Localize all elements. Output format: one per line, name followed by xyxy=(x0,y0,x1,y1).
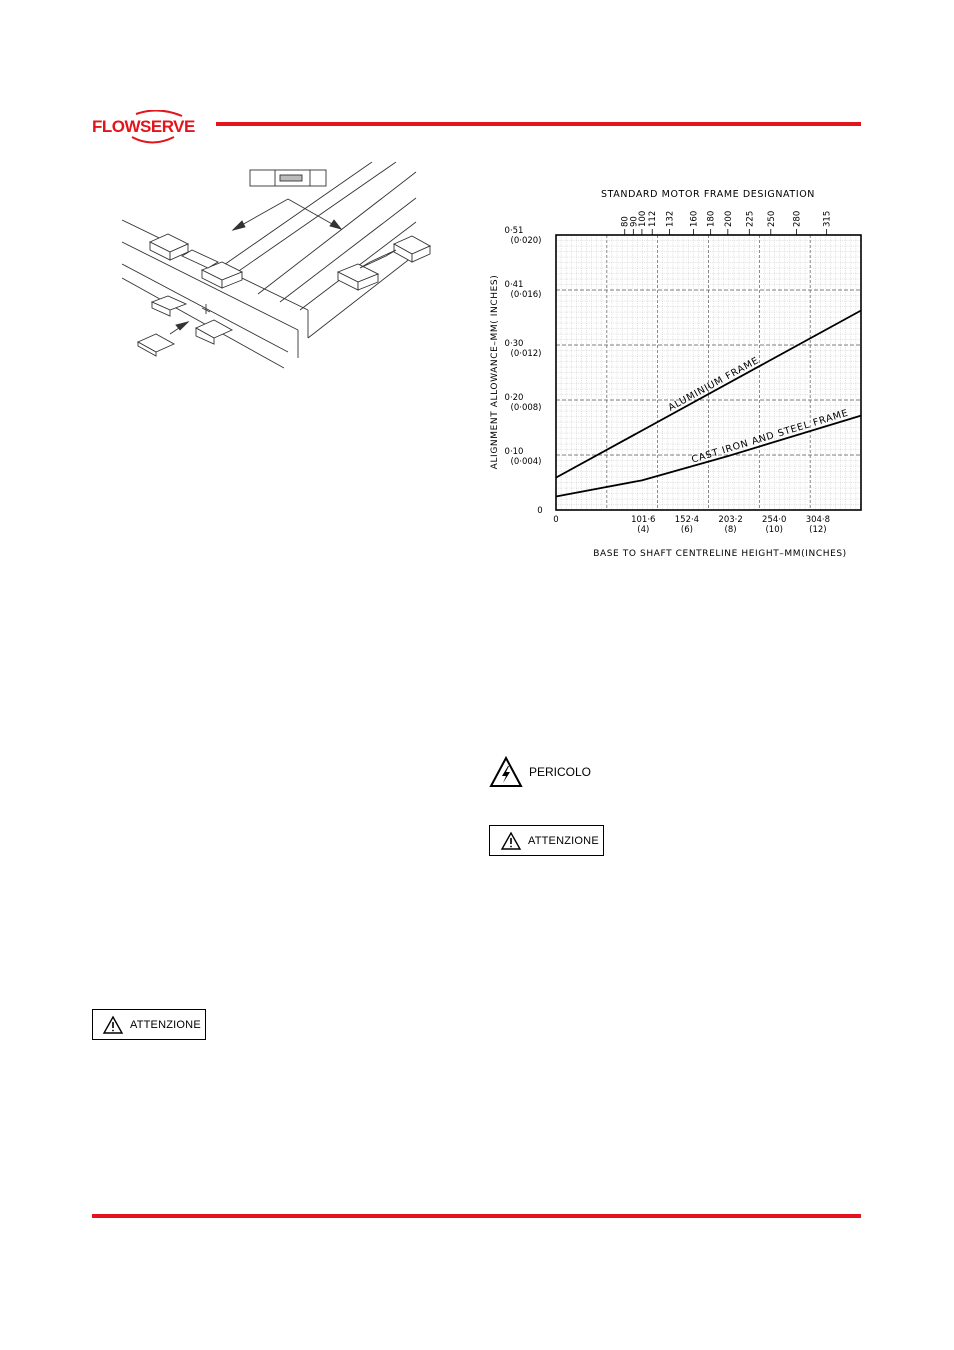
x-tick-label: 101·6 xyxy=(631,515,656,525)
frame-tick-label: 132 xyxy=(665,210,676,227)
x-tick-sublabel: (6) xyxy=(680,525,693,535)
x-tick-label: 254·0 xyxy=(762,515,787,525)
cast-iron-steel-frame-label: CAST IRON AND STEEL FRAME xyxy=(690,407,850,466)
frame-designation-ticks xyxy=(621,211,833,235)
attenzione-label: ATTENZIONE xyxy=(130,1018,201,1031)
y-tick-sublabel: (0·020) xyxy=(510,236,542,246)
y-tick-label: 0·20 xyxy=(504,393,524,404)
frame-tick-label: 280 xyxy=(792,210,803,227)
attenzione-warning-right xyxy=(489,825,604,856)
y-tick-label: 0·41 xyxy=(504,279,524,290)
y-tick-sublabel: (0·008) xyxy=(510,403,542,414)
footer-rule xyxy=(92,1214,861,1218)
alignment-allowance-chart xyxy=(486,182,870,564)
y-tick-label: 0·10 xyxy=(504,447,524,458)
frame-tick-label: 225 xyxy=(745,210,756,227)
y-tick-sublabel: (0·016) xyxy=(510,289,542,300)
chart-title: STANDARD MOTOR FRAME DESIGNATION xyxy=(600,189,816,200)
aluminium-frame-label: ALUMINIUM FRAME xyxy=(666,355,761,414)
caution-icon xyxy=(102,1015,124,1035)
frame-tick-label: 180 xyxy=(706,210,717,227)
frame-tick-label: 112 xyxy=(648,210,659,227)
x-axis-label: BASE TO SHAFT CENTRELINE HEIGHT–MM(INCHES) xyxy=(593,549,847,559)
flowserve-logo xyxy=(92,110,214,148)
frame-tick-label: 100 xyxy=(637,210,648,227)
baseplate-shimming-diagram-icon xyxy=(112,162,472,377)
frame-tick-label: 90 xyxy=(629,216,640,227)
chart-grid xyxy=(556,235,861,510)
x-tick-sublabel: (4) xyxy=(637,525,650,535)
attenzione-warning-left xyxy=(92,1009,206,1040)
y-tick-label: 0 xyxy=(537,506,543,516)
y-tick-label: 0·51 xyxy=(504,226,524,236)
frame-tick-label: 250 xyxy=(766,210,777,227)
y-tick-sublabel: (0·004) xyxy=(510,457,542,468)
x-tick-label: 304·8 xyxy=(805,515,831,525)
y-tick-sublabel: (0·012) xyxy=(510,349,542,360)
y-tick-label: 0·30 xyxy=(504,339,524,350)
x-tick-sublabel: (8) xyxy=(724,525,737,535)
logo-text: FLOWSERVE xyxy=(92,117,195,136)
pericolo-label: PERICOLO xyxy=(529,765,592,779)
y-axis-label: ALIGNMENT ALLOWANCE–MM( INCHES) xyxy=(490,274,500,470)
caution-icon xyxy=(500,831,522,851)
frame-tick-label: 80 xyxy=(620,216,631,227)
frame-tick-label: 200 xyxy=(723,210,734,227)
header-rule xyxy=(216,122,861,126)
x-tick-sublabel: (10) xyxy=(765,525,783,535)
x-axis-ticks xyxy=(553,515,830,535)
x-tick-label: 203·2 xyxy=(718,515,743,525)
x-tick-sublabel: (12) xyxy=(809,525,827,535)
attenzione-label: ATTENZIONE xyxy=(528,834,599,847)
electric-hazard-icon xyxy=(489,756,523,788)
frame-tick-label: 160 xyxy=(689,210,700,227)
y-axis-ticks xyxy=(505,226,543,516)
pericolo-warning xyxy=(489,756,591,788)
frame-tick-label: 315 xyxy=(822,210,833,227)
x-tick-label: 0 xyxy=(553,515,559,525)
x-tick-label: 152·4 xyxy=(674,515,700,525)
